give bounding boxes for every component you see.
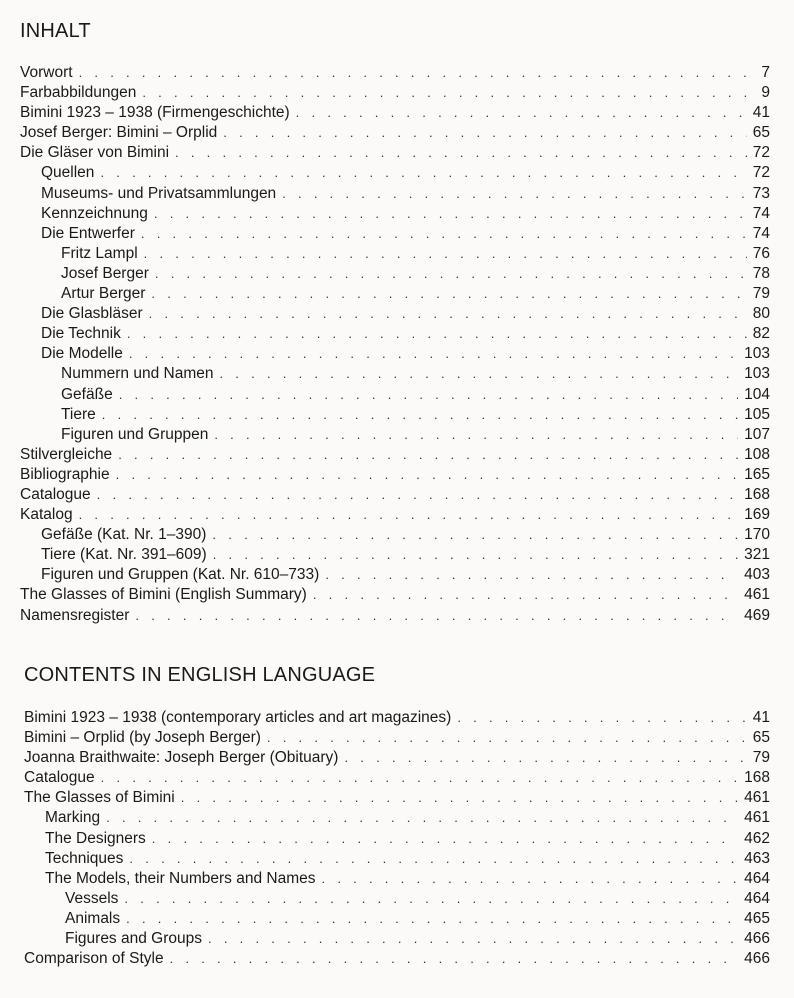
toc-entry-page: 65 [752,124,770,142]
contents-english-heading: CONTENTS IN ENGLISH LANGUAGE [24,664,376,686]
toc-entry-title: Joanna Braithwaite: Joseph Berger (Obituary) [24,749,339,767]
toc-entry [20,264,770,284]
inhalt-heading: INHALT [20,20,91,42]
dot-leader [101,768,738,788]
toc-entry-title: Marking [45,809,101,827]
toc-entry-page: 464 [744,889,770,907]
toc-entry [20,606,770,626]
toc-entry-page: 168 [744,485,770,503]
toc-entry-page: 41 [752,104,770,122]
toc-entry-page: 469 [744,606,770,624]
dot-leader [214,425,738,445]
toc-entry-page: 73 [752,184,770,202]
dot-leader [124,889,738,909]
dot-leader [344,748,746,768]
dot-leader [97,485,738,505]
dot-leader [144,244,747,264]
toc-entry-page: 72 [752,144,770,162]
toc-entry-title: Tiere (Kat. Nr. 391–609) [41,546,207,564]
toc-entry [20,364,770,384]
toc-entry-page: 464 [744,869,770,887]
toc-entry-title: Vorwort [20,64,73,81]
toc-entry [20,425,770,445]
toc-entry-title: Die Modelle [41,345,123,363]
dot-leader [154,204,747,224]
toc-entry-title: Artur Berger [61,285,146,303]
toc-entry [20,585,770,605]
toc-entry-title: Gefäße (Kat. Nr. 1–390) [41,526,207,544]
toc-entry-page: 74 [752,224,770,242]
toc-entry [20,184,770,204]
dot-leader [208,929,738,949]
toc-entry [24,788,770,808]
dot-leader [181,788,738,808]
toc-entry [20,324,770,344]
dot-leader [212,525,738,545]
toc-entry-title: Bibliographie [20,465,110,483]
dot-leader [106,808,738,828]
dot-leader [155,264,747,284]
toc-entry [20,244,770,264]
toc-entry-page: 79 [752,749,770,767]
toc-entry [20,465,770,485]
toc-entry-title: Gefäße [61,385,113,403]
toc-entry-page: 108 [744,445,770,463]
toc-entry [20,525,770,545]
dot-leader [282,184,747,204]
toc-entry [20,204,770,224]
toc-entry-page: 403 [744,566,770,584]
toc-entry [20,485,770,505]
toc-entry-page: 461 [744,789,770,807]
toc-entry-page: 7 [761,64,770,81]
toc-entry-page: 41 [752,709,770,726]
dot-leader [175,143,747,163]
dot-leader [170,949,739,969]
toc-entry-title: Bimini 1923 – 1938 (contemporary articles and art magazines) [24,709,452,726]
toc-entry-page: 103 [744,365,770,383]
toc-entry-title: Figuren und Gruppen [61,425,209,443]
toc-entry-title: Josef Berger: Bimini – Orplid [20,124,218,142]
toc-entry [20,304,770,324]
toc-entry-page: 321 [744,546,770,564]
toc-entry-title: Tiere [61,405,96,423]
toc-entry [24,929,770,949]
toc-entry [24,889,770,909]
toc-entry [20,83,770,103]
toc-entry-title: Farbabbildungen [20,84,137,102]
inhalt-list [20,63,770,626]
toc-entry-page: 165 [744,465,770,483]
toc-entry-page: 82 [752,325,770,343]
toc-entry [24,708,770,728]
dot-leader [219,364,738,384]
toc-entry-page: 461 [744,586,770,604]
toc-entry-page: 9 [761,84,770,102]
toc-entry-title: Catalogue [24,769,95,787]
toc-entry-page: 80 [752,305,770,323]
toc-entry [20,505,770,525]
toc-entry [20,123,770,143]
toc-entry-title: Die Gläser von Bimini [20,144,170,162]
toc-entry-page: 466 [744,930,770,948]
dot-leader [116,465,739,485]
dot-leader [102,405,738,425]
toc-entry [20,565,770,585]
toc-entry-page: 65 [752,729,770,747]
dot-leader [129,344,738,364]
dot-leader [325,565,738,585]
toc-entry [20,405,770,425]
toc-entry-title: Quellen [41,164,95,182]
toc-entry-page: 103 [744,345,770,363]
toc-entry [20,545,770,565]
toc-entry-page: 463 [744,849,770,867]
dot-leader [151,284,746,304]
toc-entry-title: Bimini – Orplid (by Joseph Berger) [24,729,261,747]
toc-entry-page: 79 [752,285,770,303]
toc-entry-title: Animals [65,909,121,927]
toc-entry-title: Nummern und Namen [61,365,214,383]
toc-entry-title: Namensregister [20,606,130,624]
toc-entry-page: 169 [744,506,770,524]
toc-entry [20,284,770,304]
dot-leader [149,304,747,324]
toc-entry-title: Die Glasbläser [41,305,143,323]
toc-entry-page: 461 [744,809,770,827]
toc-entry-title: Comparison of Style [24,950,164,968]
toc-entry-title: The Models, their Numbers and Names [45,869,316,887]
dot-leader [126,909,738,929]
toc-entry [20,445,770,465]
toc-entry [24,869,770,889]
toc-entry-title: Vessels [65,889,119,907]
toc-entry-title: Die Entwerfer [41,224,135,242]
toc-entry-title: Figuren und Gruppen (Kat. Nr. 610–733) [41,566,320,584]
contents-english-list [24,708,770,969]
toc-entry-title: Figures and Groups [65,930,202,948]
toc-entry-title: Die Technik [41,325,121,343]
dot-leader [267,728,747,748]
toc-entry [20,385,770,405]
dot-leader [322,869,739,889]
toc-entry [24,808,770,828]
toc-entry [24,829,770,849]
dot-leader [223,123,746,143]
toc-entry [24,728,770,748]
toc-entry-page: 107 [744,425,770,443]
toc-entry [24,949,770,969]
dot-leader [296,103,747,123]
toc-entry-page: 462 [744,829,770,847]
toc-entry-page: 76 [752,244,770,262]
dot-leader [213,545,738,565]
toc-entry-page: 170 [744,526,770,544]
toc-entry-title: The Designers [45,829,146,847]
dot-leader [127,324,747,344]
dot-leader [135,606,738,626]
toc-entry-page: 466 [744,950,770,968]
toc-entry-title: The Glasses of Bimini (English Summary) [20,586,307,604]
toc-entry [20,224,770,244]
toc-entry [24,909,770,929]
toc-entry [20,103,770,123]
toc-entry-page: 465 [744,909,770,927]
dot-leader [119,385,738,405]
toc-entry-title: Fritz Lampl [61,244,138,262]
toc-entry-title: Bimini 1923 – 1938 (Firmengeschichte) [20,104,290,122]
toc-entry-page: 72 [752,164,770,182]
dot-leader [142,83,755,103]
dot-leader [141,224,747,244]
toc-entry-title: Museums- und Privatsammlungen [41,184,277,202]
toc-entry-page: 104 [744,385,770,403]
toc-entry [24,768,770,788]
toc-entry [20,143,770,163]
dot-leader [129,849,738,869]
toc-entry-title: Josef Berger [61,264,149,282]
dot-leader [100,163,746,183]
toc-entry-title: Techniques [45,849,124,867]
dot-leader [79,505,739,525]
dot-leader [457,708,746,728]
toc-entry-page: 78 [752,264,770,282]
toc-entry-title: The Glasses of Bimini [24,789,175,807]
dot-leader [313,585,738,605]
toc-entry [20,344,770,364]
dot-leader [152,829,738,849]
toc-entry [20,163,770,183]
dot-leader [79,63,756,83]
dot-leader [118,445,738,465]
toc-entry [20,63,770,83]
toc-entry-title: Catalogue [20,485,91,503]
toc-entry-page: 74 [752,204,770,222]
toc-entry-page: 105 [744,405,770,423]
toc-entry-page: 168 [744,769,770,787]
toc-entry-title: Kennzeichnung [41,204,148,222]
toc-entry-title: Katalog [20,506,73,524]
toc-entry-title: Stilvergleiche [20,445,113,463]
toc-entry [24,748,770,768]
toc-entry [24,849,770,869]
